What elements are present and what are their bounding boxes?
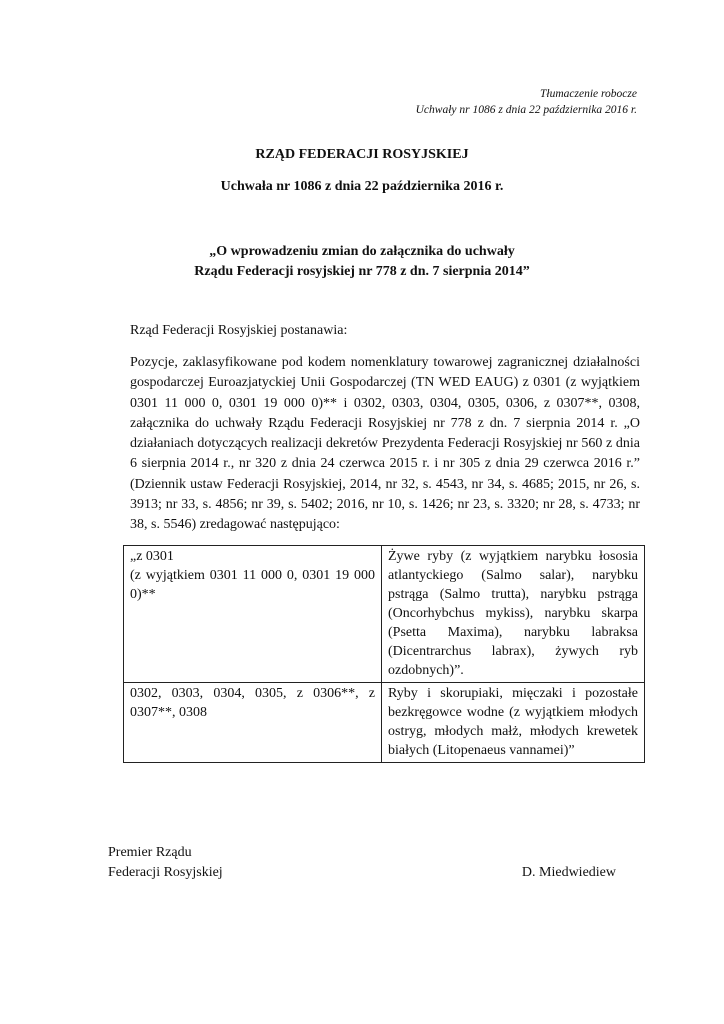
translation-note-line2: Uchwały nr 1086 z dnia 22 października 2016 r. — [415, 104, 637, 116]
table-row — [124, 546, 645, 683]
body-paragraph: Pozycje, zaklasyfikowane pod kodem nomenklatury towarowej zagranicznej działalności gospodarczej Euroazjatyckiej Unii Gospodarczej (TN WED EAUG) z 0301 (z wyjątkiem 0301 11 000 0, 0301 19 000 0)** i 0302, 0303, 0304, 0305, 0306, z 0307**, 0308, załącznika do uchwały Rządu Federacji Rosyjskiej nr 778 z dn. 7 sierpnia 2014 r. „O działaniach dotyczących realizacji dekretów Prezydenta Federacji Rosyjskiej nr 560 z dnia 6 sierpnia 2014 r., nr 320 z dnia 24 czerwca 2015 r. i nr 305 z dnia 29 czerwca 2016 r.” (Dziennik ustaw Federacji Rosyjskiej, 2014, nr 32, s. 4543, nr 34, s. 4685; 2015, nr 26, s. 3913; nr 33, s. 4856; nr 39, s. 5402; 2016, nr 10, s. 1426; nr 23, s. 3320; nr 28, s. 4733; nr 38, s. 5546) zredagować następująco: — [130, 355, 640, 533]
translation-note-line1: Tłumaczenie robocze — [540, 88, 637, 100]
resolution-heading: Uchwała nr 1086 z dnia 22 października 2016 r. — [220, 179, 504, 194]
subject-line2: Rządu Federacji rosyjskiej nr 778 z dn. 7 sierpnia 2014” — [194, 264, 530, 279]
code-cell-line1: „z 0301 — [130, 549, 174, 564]
amendment-table — [123, 545, 645, 763]
signatory-name: D. Miedwiediew — [521, 865, 616, 880]
code-cell: 0302, 0303, 0304, 0305, z 0306**, z 0307**, 0308 — [124, 683, 382, 763]
code-cell-line2: (z wyjątkiem 0301 11 000 0, 0301 19 000 0)** — [130, 568, 375, 602]
government-heading: RZĄD FEDERACJI ROSYJSKIEJ — [255, 147, 469, 162]
description-cell: Ryby i skorupiaki, mięczaki i pozostałe bezkręgowce wodne (z wyjątkiem młodych ostryg, młodych małż, młodych krewetek białych (Litopenaeus vannamei)” — [382, 683, 645, 763]
description-cell: Żywe ryby (z wyjątkiem narybku łososia atlantyckiego (Salmo salar), narybku pstrąga (Salmo trutta), narybku pstrąga (Oncorhybchus mykiss), narybku skarpa (Psetta Maxima), narybku labraksa (Dicentrarchus labrax), żywych ryb ozdobnych)”. — [382, 546, 645, 683]
code-cell — [124, 546, 382, 683]
signatory-title-line2: Federacji Rosyjskiej — [108, 865, 223, 880]
signatory-title-line1: Premier Rządu — [108, 845, 192, 860]
subject-line1: „O wprowadzeniu zmian do załącznika do uchwały — [209, 244, 515, 259]
table-row — [124, 683, 645, 763]
translation-note — [416, 86, 637, 118]
signatory-title — [108, 843, 223, 883]
intro-paragraph: Rząd Federacji Rosyjskiej postanawia: — [130, 323, 348, 338]
resolution-subject — [0, 242, 724, 282]
